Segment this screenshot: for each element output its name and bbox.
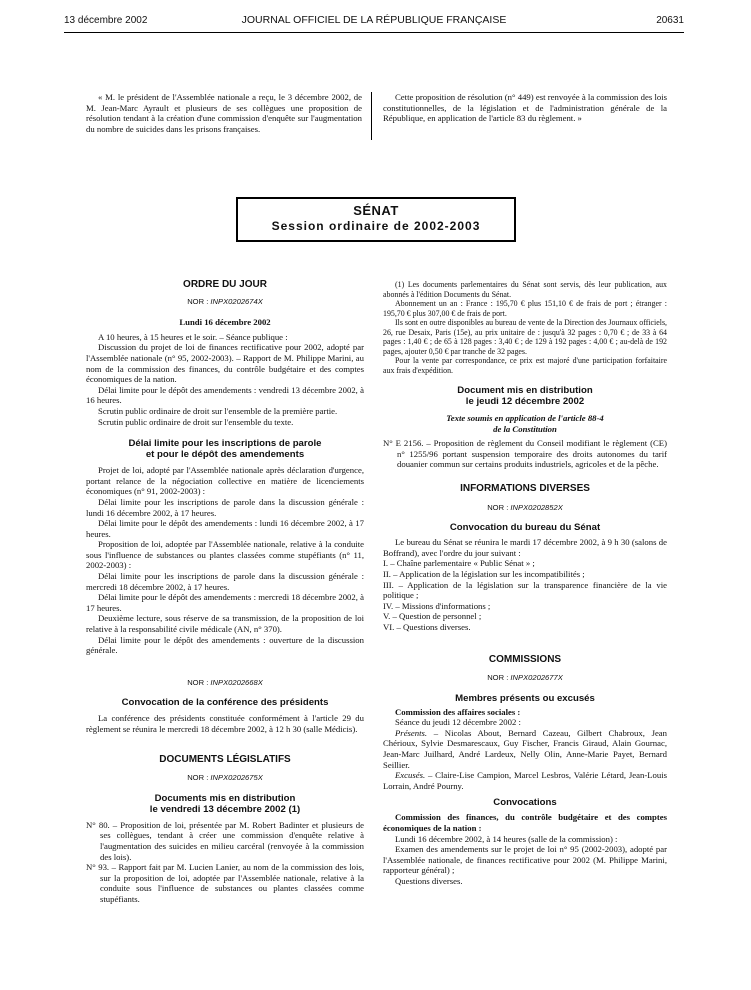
intro-right-text: Cette proposition de résolution (n° 449) est renvoyée à la commission des lois constitutionnelles, de la législation et de l'administration générale de la République, en application de l'article 83 du règlement. » <box>383 92 667 124</box>
docs-sub-1: Documents mis en distribution <box>154 792 296 804</box>
journal-title: JOURNAL OFFICIEL DE LA RÉPUBLIQUE FRANÇAISE <box>241 14 507 26</box>
docs-sub-2: le vendredi 13 décembre 2002 (1) <box>149 803 301 815</box>
footnote-p4: Pour la vente par correspondance, ce prix est majoré d'une participation forfaitaire aux frais d'expédition. <box>383 356 667 375</box>
info-item-5: V. – Question de personnel ; <box>383 611 482 622</box>
conf-nor: NOR : INPX0202668X <box>187 677 263 687</box>
info-item-3: III. – Application de la législation sur la transparence financière de la vie politique ; <box>383 579 667 601</box>
ordre-date: Lundi 16 décembre 2002 <box>179 317 271 328</box>
intro-left <box>86 92 362 134</box>
comm-excuses: Excusés. – Claire-Lise Campion, Marcel Lesbros, Valérie Létard, Jean-Louis Lorrain, André Pourny. <box>383 770 667 791</box>
header-date: 13 décembre 2002 <box>64 15 148 26</box>
comm-finances: Commission des finances, du contrôle budgétaire et des comptes économiques de la nation : <box>383 812 667 834</box>
doc-title-2: le jeudi 12 décembre 2002 <box>465 396 585 407</box>
footnote-p2: Abonnement un an : France : 195,70 € plus 151,10 € de frais de port ; étranger : 195,70 € plus 307,00 € de frais de port. <box>383 299 667 318</box>
delai-p6: Délai limite pour le dépôt des amendements : mercredi 18 décembre 2002, à 17 heures. <box>86 592 364 613</box>
ordre-title: ORDRE DU JOUR <box>183 279 267 290</box>
info-p1: Le bureau du Sénat se réunira le mardi 17 décembre 2002, à 9 h 30 (salons de Boffrand), avec l'ordre du jour suivant : <box>383 537 667 558</box>
intro-right <box>383 92 667 124</box>
docs-title: DOCUMENTS LÉGISLATIFS <box>159 753 291 765</box>
ordre-p4: Scrutin public ordinaire de droit sur l'ensemble de la première partie. <box>98 405 338 416</box>
delai-p1: Projet de loi, adopté par l'Assemblée nationale après déclaration d'urgence, portant relance de la négociation collective en matière de licenciements économiques (n° 91, 2002-2003) : <box>86 465 364 497</box>
session-title: Session ordinaire de 2002-2003 <box>271 219 481 233</box>
delai-p3: Délai limite pour le dépôt des amendements : lundi 16 décembre 2002, à 17 heures. <box>86 518 364 539</box>
info-item-2: II. – Application de la législation sur les incompatibilités ; <box>383 568 585 579</box>
column-divider <box>371 92 372 140</box>
senate-title-box <box>236 197 516 242</box>
comm-title: COMMISSIONS <box>488 653 562 665</box>
docs-item-80: N° 80. – Proposition de loi, présentée par M. Robert Badinter et plusieurs de ses collègues, tendant à créer une commission d'enquête relative à l'augmentation des suicides en milieu carcéral (renvoyée à la commission des lois). <box>86 819 364 862</box>
info-title: INFORMATIONS DIVERSES <box>460 482 590 494</box>
info-item-1: I. – Chaîne parlementaire « Public Sénat » ; <box>383 558 535 569</box>
delai-p2: Délai limite pour les inscriptions de parole dans la discussion générale : lundi 16 décembre 2002, à 17 heures. <box>86 496 364 518</box>
footnote-block <box>383 280 667 375</box>
doc-article-1: Texte soumis en application de l'article 88-4 <box>446 413 604 423</box>
comm-p1: Examen des amendements sur le projet de loi n° 95 (2002-2003), adopté par l'Assemblée nationale, de finances rectificative pour 2002 (M. Philippe Marini, rapporteur général) ; <box>383 844 667 876</box>
footnote-p3: Ils sont en outre disponibles au bureau de vente de la Direction des Journaux officiels, 26, rue Desaix, Paris (15e), au prix unitaire de : jusqu'à 32 pages : 0,70 € ; de 33 à 64 pages : 1,40 € ; de 65 à 128 pages : 3,40 € ; de 129 à 192 pages : 4,00 € ; au-delà de 192 pages, ajouter 0,50 € par tranche de 32 pages. <box>383 318 667 356</box>
comm-presents: Présents. – Nicolas About, Bernard Cazeau, Gilbert Chabroux, Jean Chérioux, Sylvie Desmarescaux, Guy Fischer, Francis Giraud, Alain Gournac, Jean-Marc Juilhard, André Lardeux, Nelly Olin, Anne-Marie Payet, Bernard Seillier. <box>383 727 667 770</box>
doc-item-e2156: N° E 2156. – Proposition de règlement du Conseil modifiant le règlement (CE) n° 1255/96 portant suspension temporaire des droits autonomes du tarif douanier commun sur certains produits industriels, agricoles et de la pêche. <box>383 438 667 470</box>
header-rule <box>64 32 684 33</box>
delai-p5: Délai limite pour les inscriptions de parole dans la discussion générale : mercredi 18 décembre 2002, à 17 heures. <box>86 571 364 592</box>
comm-seance: Séance du jeudi 12 décembre 2002 : <box>395 717 521 728</box>
info-nor: NOR : INPX0202852X <box>487 502 563 512</box>
delai-p8: Délai limite pour le dépôt des amendements : ouverture de la discussion générale. <box>86 634 364 656</box>
conf-title: Convocation de la conférence des présidents <box>121 697 329 709</box>
ordre-p2: Discussion du projet de loi de finances rectificative pour 2002, adopté par l'Assemblée nationale (n° 95, 2002-2003). – Rapport de M. Philippe Marini, au nom de la commission des finances, du contrôle budgétaire et des comptes économiques de la nation. <box>86 342 364 385</box>
convocations-title: Convocations <box>493 797 557 809</box>
left-column <box>86 280 364 905</box>
comm-p2: Questions diverses. <box>395 876 463 886</box>
page-number: 20631 <box>656 15 684 26</box>
conf-p1: La conférence des présidents constituée conformément à l'article 29 du règlement se réunira le mercredi 18 décembre 2002, à 12 h 30 (salle Médicis). <box>86 713 364 734</box>
doc-article-2: de la Constitution <box>493 423 557 434</box>
senate-title: SÉNAT <box>353 203 399 218</box>
docs-nor: NOR : INPX0202675X <box>187 773 263 783</box>
delai-title-1: Délai limite pour les inscriptions de parole <box>128 438 322 450</box>
ordre-p3: Délai limite pour le dépôt des amendements : vendredi 13 décembre 2002, à 16 heures. <box>86 384 364 406</box>
comm-sub: Membres présents ou excusés <box>455 692 595 704</box>
ordre-p5: Scrutin public ordinaire de droit sur l'ensemble du texte. <box>98 416 294 427</box>
footnote-p1: (1) Les documents parlementaires du Sénat sont servis, dès leur publication, aux abonnés à l'édition Documents du Sénat. <box>383 280 667 299</box>
ordre-p1: A 10 heures, à 15 heures et le soir. – Séance publique : <box>98 331 288 342</box>
comm-affaires-sociales: Commission des affaires sociales : <box>395 706 521 717</box>
docs-item-93: N° 93. – Rapport fait par M. Lucien Lanier, au nom de la commission des lois, sur la proposition de loi, adoptée par l'Assemblée nationale, relative à la conduite sous l'influence de substances ou plantes classées comme stupéfiants. <box>86 862 364 904</box>
page-header <box>64 12 684 30</box>
info-item-6: VI. – Questions diverses. <box>383 621 471 632</box>
comm-date: Lundi 16 décembre 2002, à 14 heures (salle de la commission) : <box>395 833 618 844</box>
ordre-nor: NOR : INPX0202674X <box>187 296 263 306</box>
comm-nor: NOR : INPX0202677X <box>487 673 563 683</box>
info-sub: Convocation du bureau du Sénat <box>449 522 601 534</box>
delai-p7: Deuxième lecture, sous réserve de sa transmission, de la proposition de loi relative à la responsabilité civile médicale (AN, n° 370). <box>86 613 364 635</box>
right-column <box>383 280 667 887</box>
delai-title-2: et pour le dépôt des amendements <box>145 449 305 461</box>
info-item-4: IV. – Missions d'informations ; <box>383 600 491 611</box>
doc-title-1: Document mis en distribution <box>457 385 593 396</box>
intro-left-text: « M. le président de l'Assemblée nationale a reçu, le 3 décembre 2002, de M. Jean-Marc Ayrault et plusieurs de ses collègues une proposition de résolution tendant à la création d'une commission d'enquête sur l'augmentation du nombre de suicides dans les prisons françaises. <box>86 92 362 134</box>
delai-p4: Proposition de loi, adoptée par l'Assemblée nationale, relative à la conduite sous l'influence de substances ou plantes classées comme stupéfiants (n° 11, 2002-2003) : <box>86 539 364 571</box>
